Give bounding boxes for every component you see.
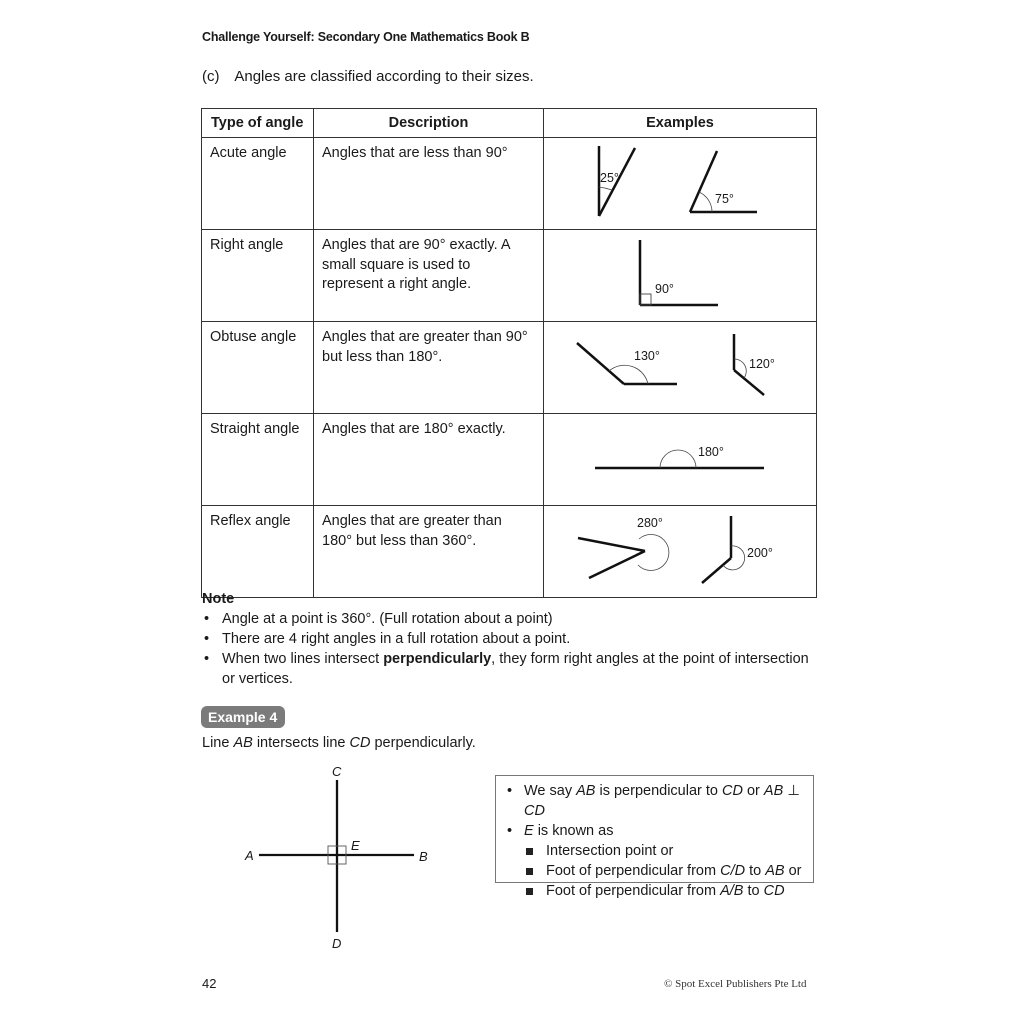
- angle-label: 200°: [747, 546, 773, 560]
- note-list: [202, 609, 822, 689]
- table-row: [202, 322, 817, 414]
- angle-label: 180°: [698, 445, 724, 459]
- text: perpendicularly.: [370, 735, 476, 751]
- reflex-angle-200: [702, 516, 773, 583]
- angle-type: Acute angle: [202, 138, 314, 230]
- acute-angle-75: [690, 151, 757, 212]
- angle-examples: [544, 506, 817, 598]
- header-type: Type of angle: [202, 109, 314, 138]
- note-bold-term: perpendicularly: [383, 651, 492, 667]
- angle-examples: [544, 322, 817, 414]
- table-row: [202, 138, 817, 230]
- angle-label: 75°: [715, 192, 734, 206]
- note-text: When two lines intersect: [222, 651, 384, 667]
- reflex-angle-figures: [544, 506, 816, 592]
- note-item: [202, 649, 822, 689]
- label-b: B: [419, 849, 428, 864]
- straight-angle-figure: [544, 414, 816, 500]
- text: Line: [202, 735, 234, 751]
- text: AB: [233, 735, 253, 751]
- info-item: • We say AB is perpendicular to CD or AB ⊥ CD: [504, 781, 813, 821]
- section-label: (c): [202, 68, 220, 85]
- angle-label: 280°: [637, 516, 663, 530]
- angle-examples: [544, 138, 817, 230]
- info-subitem: Intersection point or: [504, 841, 813, 861]
- obtuse-angle-figures: [544, 322, 816, 408]
- angle-type: Reflex angle: [202, 506, 314, 598]
- angle-type: Right angle: [202, 230, 314, 322]
- note-section: [202, 589, 822, 689]
- perpendicular-lines-diagram: [230, 760, 450, 960]
- table-row: [202, 506, 817, 598]
- angle-label: 130°: [634, 349, 660, 363]
- angle-description: Angles that are 180° exactly.: [314, 414, 544, 506]
- page-number: 42: [202, 976, 217, 991]
- perpendicular-info-box: [495, 775, 814, 899]
- header-examples: Examples: [544, 109, 817, 138]
- table-row: [202, 414, 817, 506]
- obtuse-angle-120: [734, 334, 775, 395]
- note-item: • There are 4 right angles in a full rotation about a point.: [202, 629, 822, 649]
- label-d: D: [332, 936, 342, 951]
- note-text: , they form right angles at the point of intersection or vertices.: [222, 651, 809, 687]
- intro-sentence: Angles are classified according to their sizes.: [234, 68, 534, 85]
- reflex-angle-280: [578, 516, 669, 578]
- text: CD: [349, 735, 371, 751]
- angle-description: Angles that are less than 90°: [314, 138, 544, 230]
- angle-types-table: [201, 108, 817, 598]
- acute-angle-figures: [544, 138, 816, 224]
- example-badge: Example 4: [201, 706, 285, 728]
- copyright: © Spot Excel Publishers Pte Ltd: [664, 978, 807, 990]
- example-statement: [202, 735, 476, 751]
- angle-examples: [544, 414, 817, 506]
- angle-description: Angles that are greater than 90° but less than 180°.: [314, 322, 544, 414]
- info-subitem: Foot of perpendicular from A/B to CD: [504, 881, 813, 901]
- angle-description: Angles that are greater than 180° but less than 360°.: [314, 506, 544, 598]
- label-e: E: [351, 838, 360, 853]
- header-description: Description: [314, 109, 544, 138]
- text: intersects line: [252, 735, 350, 751]
- table-row: [202, 230, 817, 322]
- label-a: A: [245, 848, 254, 863]
- angle-type: Straight angle: [202, 414, 314, 506]
- obtuse-angle-130: [577, 343, 677, 384]
- right-angle-square: [640, 294, 651, 305]
- intro-text: [202, 68, 534, 85]
- angle-label: 25°: [600, 171, 619, 185]
- right-angle-figure: [544, 230, 816, 316]
- angle-label: 90°: [655, 282, 674, 296]
- table-header-row: [202, 109, 817, 138]
- info-item: • E is known as: [504, 821, 813, 841]
- label-c: C: [332, 764, 342, 779]
- angle-description: Angles that are 90° exactly. A small square is used to represent a right angle.: [314, 230, 544, 322]
- acute-angle-25: [599, 146, 635, 216]
- angle-label: 120°: [749, 357, 775, 371]
- info-subitem: Foot of perpendicular from C/D to AB or: [504, 861, 813, 881]
- note-title: Note: [202, 591, 235, 607]
- book-title: Challenge Yourself: Secondary One Mathematics Book B: [202, 30, 530, 44]
- note-item: • Angle at a point is 360°. (Full rotation about a point): [202, 609, 822, 629]
- angle-examples: [544, 230, 817, 322]
- angle-type: Obtuse angle: [202, 322, 314, 414]
